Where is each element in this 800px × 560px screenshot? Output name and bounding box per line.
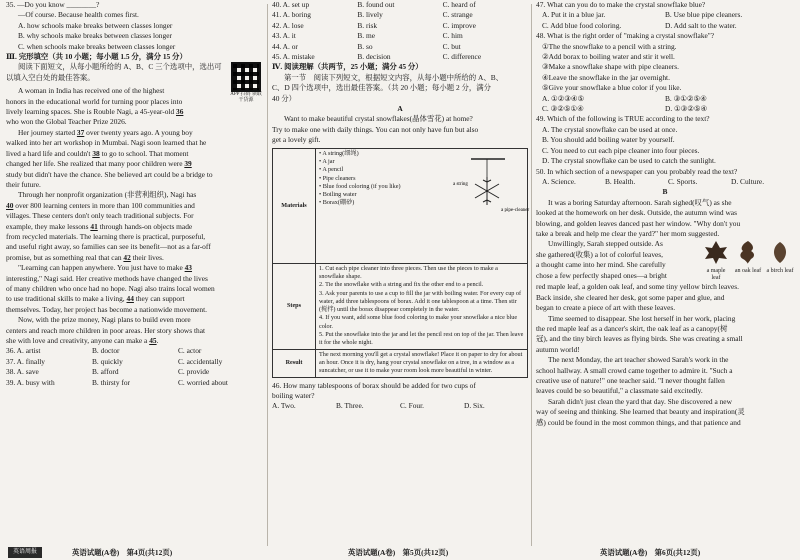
passage-b-text: autumn world!	[536, 344, 580, 354]
passage-b-text: Unwillingly, Sarah stepped outside. As	[548, 239, 663, 249]
passage-b-text: creative use of nature!" one teacher said. "I never thought fallen	[536, 376, 725, 385]
blank-43: 43	[184, 263, 192, 273]
cloze-text: A woman in India has received one of the highest	[18, 86, 165, 96]
option: 37. A. finally	[6, 356, 46, 366]
option: C. Four.	[400, 401, 425, 411]
cloze-text: promise, but as something real that can	[6, 252, 122, 262]
option: C. worried about	[178, 377, 228, 387]
option: B. afford	[92, 367, 119, 377]
q46-options	[272, 401, 528, 411]
instructions-table	[272, 148, 528, 378]
option: B. Three.	[336, 401, 364, 411]
option: C. ③②⑤①④	[542, 104, 584, 114]
step-item: 4. If you want, add some blue food coloring to make your snowflake a nice blue color.	[319, 314, 518, 330]
cloze-text: interesting," Nagi said. Her creative methods have changed the lives	[6, 273, 208, 283]
option-row-38	[6, 367, 264, 377]
option: A. The crystal snowflake can be used at once.	[542, 124, 678, 134]
section-3-title: Ⅲ. 完形填空（共 10 小题；每小题 1.5 分，满分 15 分）	[6, 52, 187, 62]
cloze-text: they can support	[135, 294, 185, 304]
diagram-label-pipe-cleaner: a pipe-cleaner	[501, 207, 530, 213]
page-4-column: 35. —Do you know ________? —Of course. Because health comes first. A. how schools make breaks between classes longer B. why schools make breaks between classes longer C. when schools make breaks between classes longer Ⅲ. 完形填空（共 10 小题；每小题 1.5 分，满分 15 分） APP 扫码 领取干货源 阅读下面短文，从每小题所给的 A、B、C 三个选项中，选出可以填入空白处的最佳答案。 A woman in India has received one of the highest honors in the educational world for turning poor places into lively learning spaces. She is Rouble Nagi, a 45-year-old 36 who won the Global Teacher Prize 2026. Her journey started 37 over twenty years ago. A young boy walked into her art workshop in Mumbai. Nagi soon learned that he lived a hard life and couldn't 38 to go to school. That moment changed her life. She realized that many poor children were 39 study but didn't have the chance. She believed art could be a bridge to their future. Through her nonprofit organization (非营利组织), Nagi has 40 over 800 learning centers in more than 100 communities and villages. These centers don't only teach traditional subjects. For example, they make lessons 41 through hands-on objects made from recycled materials. The learning there is practical, purposeful, and useful right away, so families can see its benefit—not as a far-off promise, but as something real that can 42 their lives. "Learning can happen anywhere. You just have to make 43 interesting," Nagi said. Her creative methods have changed the lives of many children who once had no hope. Nagi also trains local women to use traditional skills to make a living, 44 they can support themselves. Today, her project has become a nationwide movement. Now, with the prize money, Nagi plans to build even more centers and reach more children in poor areas. Her story shows that she with love and creativity, anyone can make a 45. 36. A. artist B. doctor C. actor 37. A. finally B. quickly C. accidentally 38. A. save B. afford C. provide 39. A. busy with B. thirsty for C. worried about	[6, 0, 264, 545]
option: 43. A. it	[272, 31, 296, 41]
material-item: • A string(细绳)	[319, 149, 359, 157]
steps-header: Steps	[273, 263, 316, 349]
step-item: 2. Tie the snowflake with a string and fix the other end to a pencil.	[319, 281, 484, 289]
blank-37: 37	[76, 127, 85, 137]
option: B. ③①②⑤④	[665, 93, 707, 103]
passage-b-text: 冠), and the tiny birch leaves as flying birds. She was creating a small	[536, 334, 743, 344]
option: B. thirsty for	[92, 377, 130, 387]
cloze-text: walked into her art workshop in Mumbai. Nagi soon learned that he	[6, 138, 207, 148]
option: B. lively	[357, 10, 383, 20]
passage-a-intro: Try to make one with daily things. You can not only have fun but also	[272, 124, 479, 134]
option: B. Use blue pipe cleaners.	[665, 10, 743, 20]
cloze-text: she with love and creativity, anyone can make a	[6, 336, 148, 345]
passage-a-label: A	[397, 104, 403, 114]
cloze-text: over twenty years ago. A young boy	[86, 127, 193, 137]
passage-b-text: 感) could be found in the most common things, and that patience and	[536, 417, 741, 427]
part-1-instructions: 40 分）	[272, 93, 297, 103]
q48-step: ②Add borax to boiling water and stir it well.	[542, 52, 675, 62]
material-item: • Blue food coloring (if you like)	[319, 182, 401, 190]
blank-45: 45	[149, 336, 157, 345]
option: B. risk	[357, 20, 378, 30]
material-item: • Pipe cleaners	[319, 174, 356, 182]
q35-answer: —Of course. Because health comes first.	[18, 10, 139, 20]
option: 44. A. or	[272, 41, 298, 51]
option: 39. A. busy with	[6, 377, 55, 387]
cloze-text: lively learning spaces. She is Rouble Nagi, a 45-year-old	[6, 107, 175, 117]
passage-a-intro: Want to make beautiful crystal snowflakes(晶体雪花) at home?	[284, 114, 473, 124]
q48-step: ③Make a snowflake shape with pipe cleaners.	[542, 62, 679, 72]
passage-b-text: leaves could be so beautiful," a classmate said excitedly.	[536, 386, 703, 396]
cloze-text: themselves. Today, her project has become a nationwide movement.	[6, 304, 208, 314]
q35-option: B. why schools make breaks between classes longer	[18, 31, 172, 41]
option: 42. A. lose	[272, 20, 304, 30]
part-1-instructions: 第一节 阅读下列短文，根据短文内容，从每小题中所给的 A、B、	[284, 72, 504, 82]
page-footer-5: 英语试题(A卷) 第5页(共12页)	[348, 548, 449, 557]
option-row-40	[272, 0, 528, 10]
qr-code-block	[228, 62, 264, 104]
option: D. ①③②⑤④	[665, 104, 708, 114]
cloze-text: who won the Global Teacher Prize 2026.	[6, 117, 127, 127]
material-item: • Boiling water	[319, 191, 357, 199]
option-row-44	[272, 42, 528, 52]
option: B. found out	[357, 0, 395, 9]
option: D. Six.	[464, 401, 485, 411]
passage-b-text: take a break and help me clear the yard?" her mom suggested.	[536, 228, 720, 238]
result-header: Result	[273, 349, 316, 377]
cloze-text: Her journey started	[18, 127, 76, 137]
leaf-illustration	[702, 239, 794, 282]
option: C. heard of	[442, 0, 476, 9]
material-item: • Borax(硼砂)	[319, 199, 355, 207]
option: C. difference	[442, 52, 482, 62]
section-3-instructions: 阅读下面短文，从每小题所给的 A、B、C 三个选项中，选出可以填入空白处的最佳答案。	[6, 62, 222, 82]
cloze-text: study but didn't have the chance. She believed art could be a bridge to	[6, 169, 213, 179]
step-item: 1. Cut each pipe cleaner into three pieces. Then use the pieces to make a snowflake shape.	[319, 264, 498, 280]
leaf-label: a maple leaf	[706, 268, 726, 282]
blank-36: 36	[176, 107, 184, 117]
cloze-text: from recycled materials. The learning there is practical, purposeful,	[6, 231, 206, 241]
cloze-text: through hands-on objects made	[99, 221, 193, 231]
passage-b-text: chose a few perfectly shaped ones—a bright	[536, 270, 667, 280]
publisher-logo: 英语周报	[8, 547, 42, 558]
option: D. Add salt to the water.	[665, 20, 737, 30]
passage-b-text: red maple leaf, a golden oak leaf, and some tiny yellow birch leaves.	[536, 282, 739, 292]
option: C. but	[442, 41, 461, 51]
option-row-42	[272, 21, 528, 31]
part-1-instructions: C、D 四个选项中，选出最佳答案。（共 20 小题；每小题 2 分，满分	[272, 83, 492, 93]
option: A. Science.	[542, 176, 576, 186]
option-row-36	[6, 346, 264, 356]
passage-b-text: It was a boring Saturday afternoon. Sarah sighed(叹气) as she	[548, 197, 732, 207]
cloze-text: "Learning can happen anywhere. You just have to make	[18, 263, 183, 273]
q35-stem: 35. —Do you know ________?	[6, 0, 100, 9]
cloze-text: changed her life. She realized that many poor children were	[6, 159, 183, 169]
option: C. improve	[442, 20, 476, 30]
option-row-43	[272, 31, 528, 41]
passage-b-text: she gathered(收集) a lot of colorful leaves,	[536, 249, 664, 259]
leaf-label: an oak leaf	[734, 268, 762, 275]
passage-b-text: Back inside, she cleared her desk, got some paper and glue, and	[536, 292, 725, 302]
column-divider	[531, 4, 532, 546]
blank-38: 38	[92, 148, 100, 158]
passage-b-text: blowing, and golden leaves danced past her window. "Why don't you	[536, 218, 741, 228]
q47-options	[536, 10, 794, 31]
passage-b-text: The next Monday, the art teacher showed Sarah's work in the	[548, 355, 729, 365]
cloze-text: over 800 learning centers in more than 100 communities and	[15, 200, 195, 210]
step-item: 5. Put the snowflake into the jar and let the pencil rest on top of the jar. Then leave it for the whole night.	[319, 331, 524, 347]
page-footer-6: 英语试题(A卷) 第6页(共12页)	[600, 548, 701, 557]
blank-39: 39	[184, 159, 192, 169]
option: 36. A. artist	[6, 346, 41, 356]
material-item: • A jar	[319, 157, 335, 165]
passage-b-text: looked at the homework on her desk. Outside, the autumn wind was	[536, 208, 737, 218]
cloze-text: and useful right away, so families can see its benefit—not as a far-off	[6, 242, 211, 252]
diagram-label-string: a string	[453, 181, 468, 187]
q50-stem: 50. In which section of a newspaper can you probably read the text?	[536, 166, 738, 176]
q46-stem: boiling water?	[272, 390, 315, 400]
option: C. Sports.	[668, 176, 698, 186]
material-item: • A pencil	[319, 166, 344, 174]
passage-b-text: way of seeing and thinking. She learned that beauty and inspiration(灵	[536, 407, 745, 417]
option: B. doctor	[92, 346, 120, 356]
page-5-column	[272, 0, 528, 545]
cloze-text: lived a hard life and couldn't	[6, 148, 91, 158]
passage-b-text: school hallway. A small crowd came together to admire it. "Such a	[536, 365, 733, 375]
blank-40: 40	[6, 200, 14, 210]
q50-options	[536, 177, 794, 187]
blank-44: 44	[126, 294, 134, 304]
cloze-text: to use traditional skills to make a living,	[6, 294, 125, 304]
option: C. You need to cut each pipe cleaner into four pieces.	[542, 145, 700, 155]
step-item: 3. Ask your parents to use a cup to fill the jar with boiling water. For every cup of water, add three tablespoons of borax. Add it one tablespoon at a time. Then stir (搅拌) until the borax disappear completely in the water.	[319, 289, 522, 314]
option: C. Add blue food coloring.	[542, 20, 622, 30]
option: B. quickly	[92, 356, 123, 366]
passage-b-text: began to create a piece of art with these leaves.	[536, 303, 676, 313]
passage-b-text: Time seemed to disappear. She lost herself in her work, placing	[548, 313, 736, 323]
q35-option: C. when schools make breaks between classes longer	[18, 41, 176, 51]
cloze-text: of many children who once had no hope. Nagi also trains local women	[6, 283, 215, 293]
option-row-41	[272, 10, 528, 20]
option-row-37	[6, 357, 264, 367]
page-6-column	[536, 0, 794, 545]
blank-42: 42	[123, 252, 131, 262]
cloze-text: centers and reach more children in poor areas. Her story shows that	[6, 325, 206, 335]
option: B. me	[357, 31, 375, 41]
leaf-label: a birch leaf	[766, 268, 794, 275]
option: B. You should add boiling water by yourself.	[542, 135, 675, 145]
cloze-text: villages. These centers don't only teach traditional subjects. For	[6, 211, 194, 221]
cloze-text: Through her nonprofit organization (非营利组织), Nagi has	[18, 190, 197, 200]
snowflake-jar-diagram	[453, 155, 530, 235]
result-text: The next morning you'll get a crystal snowflake! Place it on paper to dry for about an hour. Once it is dry, hang your crystal snowflake on a tree, in a window as a suncatcher, or use it to make your room look more beautiful in winter.	[319, 350, 523, 375]
leaves-icon	[702, 239, 794, 265]
option: D. Culture.	[731, 176, 765, 186]
option: B. decision	[357, 52, 391, 62]
passage-b-text: Sarah didn't just clean the yard that day. She discovered a new	[548, 396, 732, 406]
passage-b-text: a thought came into her mind. She carefully	[536, 260, 666, 270]
page-footer-4: 英语试题(A卷) 第4页(共12页)	[72, 548, 173, 557]
q49-stem: 49. Which of the following is TRUE according to the text?	[536, 114, 710, 124]
option-row-45	[272, 52, 528, 62]
option: 41. A. boring	[272, 10, 312, 20]
q48-options	[536, 94, 794, 115]
option: A. Two.	[272, 401, 296, 411]
cloze-text: example, they make lessons	[6, 221, 89, 231]
q48-step: ⑤Give your snowflake a blue color if you like.	[542, 83, 682, 93]
option: B. Health.	[605, 176, 636, 186]
materials-header: Materials	[273, 148, 316, 263]
section-4-title: Ⅳ. 阅读理解（共两节，25 小题；满分 45 分）	[272, 62, 423, 72]
passage-b-label: B	[662, 187, 668, 197]
cloze-text: to go to school. That moment	[101, 148, 189, 158]
option: A. ①②③④⑤	[542, 93, 585, 103]
option: 38. A. save	[6, 367, 39, 377]
qr-caption: APP 扫码 领取干货源	[230, 92, 262, 104]
passage-b-text: the red maple leaf as a dancer's skirt, the oak leaf as a canopy(树	[536, 323, 728, 333]
option: B. so	[357, 41, 373, 51]
cloze-text: their lives.	[132, 252, 164, 262]
option: A. Put it in a blue jar.	[542, 10, 606, 20]
cloze-text: honors in the educational world for turning poor places into	[6, 96, 183, 106]
cloze-text: their future.	[6, 179, 41, 189]
q48-step: ①The the snowflake to a pencil with a string.	[542, 41, 677, 51]
option: C. strange	[442, 10, 473, 20]
blank-41: 41	[90, 221, 98, 231]
option: C. provide	[178, 367, 210, 377]
column-divider	[267, 4, 268, 546]
option-row-39	[6, 378, 264, 388]
option: D. The crystal snowflake can be used to catch the sunlight.	[542, 156, 716, 166]
qr-code-icon	[231, 62, 261, 92]
q48-step: ④Leave the snowflake in the jar overnight.	[542, 72, 670, 82]
cloze-text: Now, with the prize money, Nagi plans to build even more	[18, 315, 191, 325]
q48-stem: 48. What is the right order of "making a crystal snowflake"?	[536, 31, 715, 41]
option: C. actor	[178, 346, 202, 356]
option: C. accidentally	[178, 356, 223, 366]
q47-stem: 47. What can you do to make the crystal snowflake blue?	[536, 0, 706, 9]
option: 45. A. mistake	[272, 52, 315, 62]
option: C. him	[442, 31, 463, 41]
option: 40. A. set up	[272, 0, 310, 9]
passage-a-intro: get a lovely gift.	[272, 135, 321, 145]
q46-stem: 46. How many tablespoons of borax should be added for two cups of	[272, 380, 476, 390]
q35-option: A. how schools make breaks between classes longer	[18, 20, 173, 30]
